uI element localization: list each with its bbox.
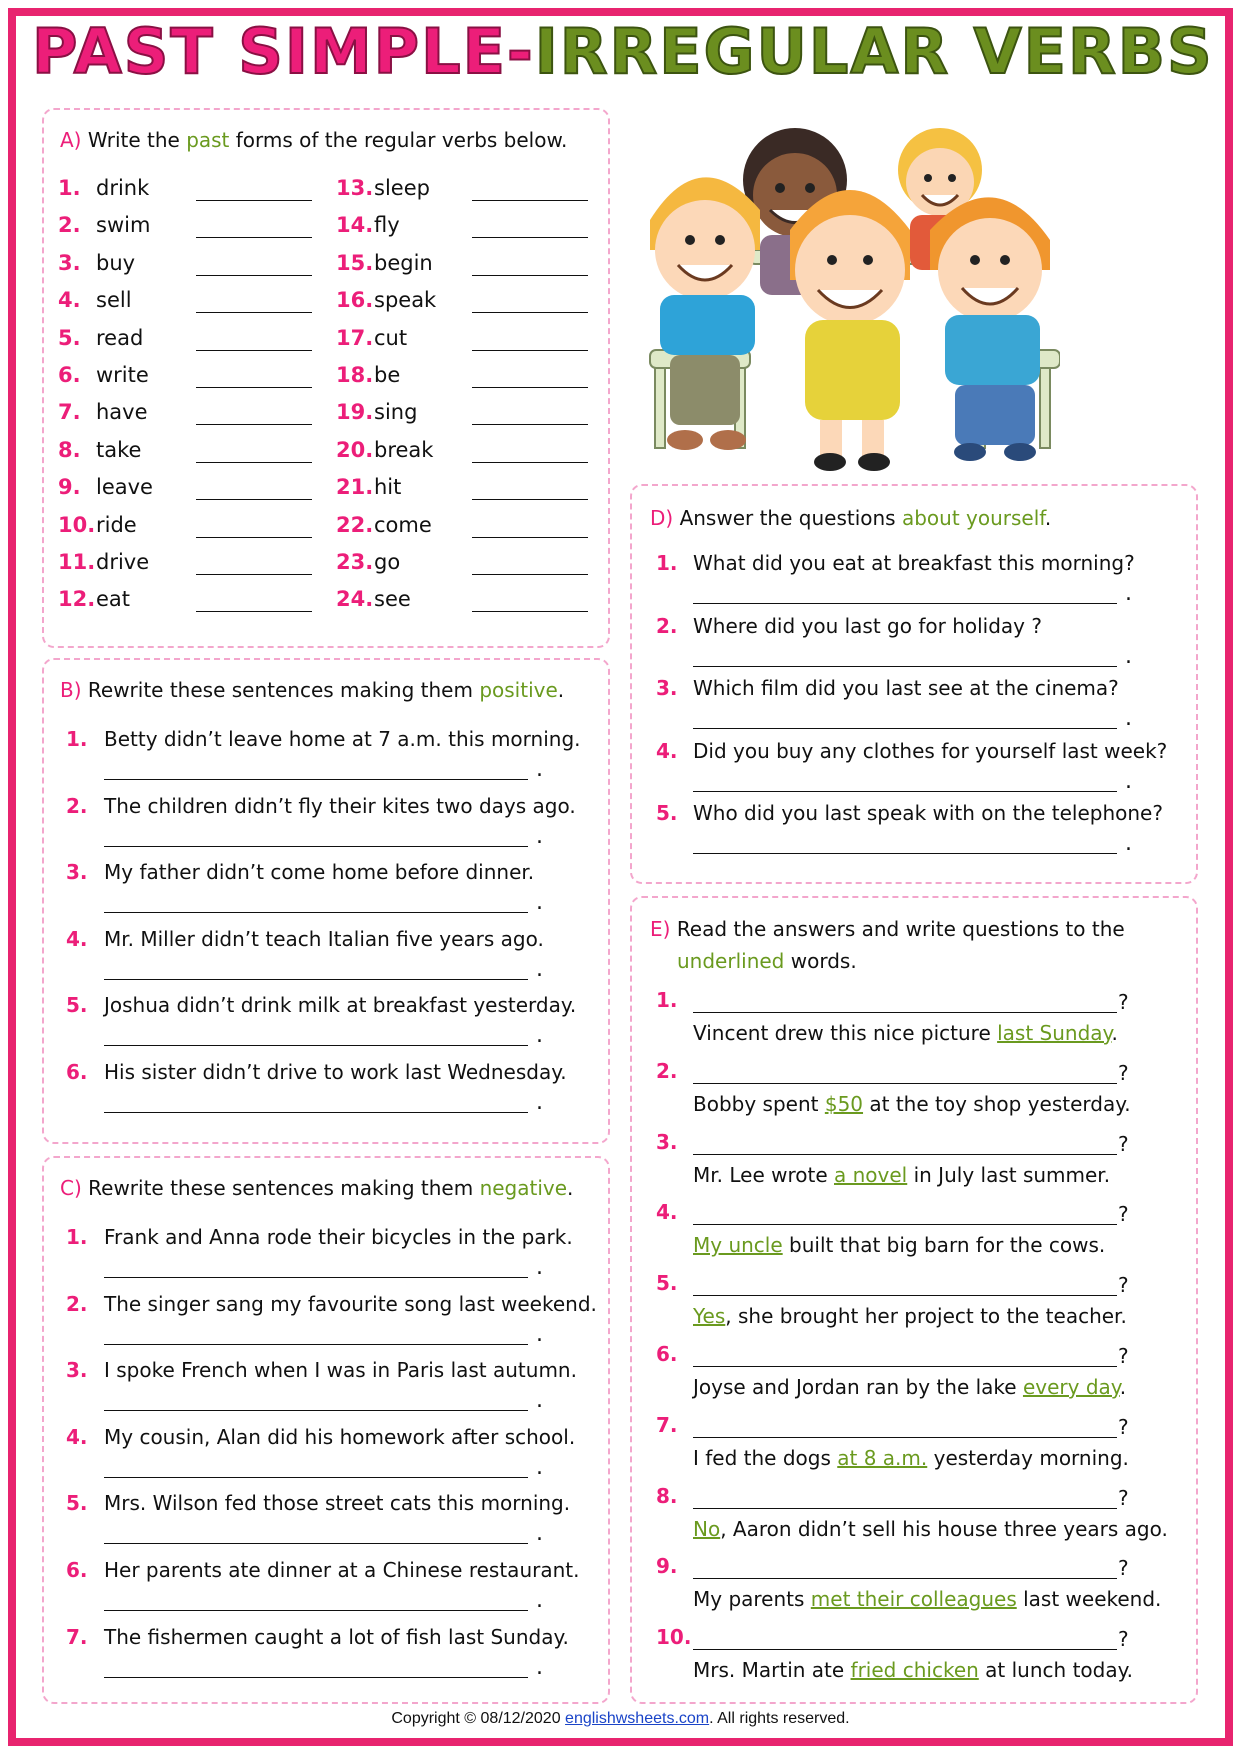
verb-item [336,475,401,499]
sentence-text: Betty didn’t leave home at 7 a.m. this morning. [104,727,581,751]
answer-post: , Aaron didn’t sell his house three years ago. [720,1516,1168,1541]
answer-period: . [536,1090,543,1115]
verb-number: 6. [58,363,81,387]
answer-blank[interactable] [196,387,312,388]
underlined-words: Yes [693,1304,726,1329]
verb-base-form: sing [374,400,418,425]
verb-item [336,438,433,462]
answer-blank[interactable] [472,537,588,538]
verb-item [58,326,143,350]
answer-period: . [1125,706,1132,732]
answer-blank[interactable] [196,537,312,538]
answer-sentence [693,1375,1126,1399]
sentence-number: 1. [66,727,88,751]
footer-copyright [0,1710,1241,1728]
section-c-pre: Rewrite these sentences making them [88,1176,480,1200]
answer-period: . [1125,768,1132,794]
sentence-text: My cousin, Alan did his homework after school. [104,1424,576,1449]
answer-line[interactable] [104,1543,528,1544]
section-e-highlight: underlined [677,949,785,973]
answer-blank[interactable] [196,574,312,575]
verb-item [336,363,400,387]
section-d-pre: Answer the questions [679,506,902,530]
verb-number: 11. [58,550,96,574]
answer-pre: Mr. Lee wrote [693,1162,834,1187]
answer-sentence [693,1092,1131,1116]
number-label: 10. [656,1625,692,1650]
sentence-text: Mrs. Wilson fed those street cats this morning. [104,1491,571,1516]
verb-number: 2. [58,213,81,238]
question-mark: ? [1118,1202,1129,1227]
answer-period: . [536,1588,543,1613]
answer-line[interactable] [104,779,528,780]
answer-blank[interactable] [472,312,588,313]
section-d-highlight: about yourself [901,506,1045,530]
verb-base-form: sleep [374,176,430,200]
sentence-text: Did you buy any clothes for yourself last week? [693,738,1168,763]
verb-item [58,363,149,387]
answer-blank[interactable] [472,499,588,500]
question-mark: ? [1118,990,1129,1014]
verb-base-form: come [374,512,432,537]
answer-blank[interactable] [196,424,312,425]
question-line[interactable] [693,1295,1117,1296]
answer-line[interactable] [693,791,1117,792]
answer-post: . [1111,1021,1118,1045]
question-mark: ? [1118,1131,1129,1156]
answer-period: . [536,1521,543,1547]
verb-item [58,400,148,424]
verb-item [58,213,150,237]
title-part-1: PAST SIMPLE- [32,15,535,88]
answer-period: . [1125,643,1132,669]
answer-blank[interactable] [472,275,588,276]
answer-blank[interactable] [472,424,588,425]
verb-number: 13. [336,176,374,200]
section-a-post: forms of the regular verbs below. [229,128,568,152]
section-c-letter: C) [60,1176,82,1200]
underlined-words: last Sunday [997,1021,1112,1045]
verb-base-form: see [374,587,411,612]
section-d-letter: D) [650,506,674,530]
verb-number: 14. [336,213,374,238]
answer-post: at the toy shop yesterday. [863,1091,1131,1116]
section-e-box [630,896,1198,1704]
underlined-words: My uncle [693,1233,783,1258]
underlined-words: fried chicken [850,1658,979,1683]
verb-base-form: sell [96,288,132,313]
verb-base-form: swim [96,213,151,238]
verb-number: 4. [58,288,81,313]
sentence-number: 4. [66,1424,88,1449]
answer-blank[interactable] [196,350,312,351]
section-a-heading [60,128,567,152]
question-line[interactable] [693,1154,1117,1155]
question-line[interactable] [693,1437,1117,1438]
section-b-heading [60,678,564,702]
verb-base-form: buy [96,250,136,275]
underlined-words: a novel [834,1162,908,1187]
verb-item [58,176,149,200]
verb-item [336,251,433,275]
section-c-heading [60,1176,573,1200]
verb-item [58,587,130,611]
verb-number: 8. [58,437,81,462]
verb-number: 23. [336,550,374,574]
answer-period: . [536,1023,543,1049]
verb-item [336,176,430,200]
question-line[interactable] [693,1224,1117,1225]
number-label: 8. [656,1483,678,1508]
answer-period: . [536,1654,543,1680]
answer-post: in July last summer. [907,1162,1111,1187]
question-line[interactable] [693,1012,1117,1013]
sentence-text: I spoke French when I was in Paris last autumn. [104,1358,577,1383]
sentence-number: 1. [66,1225,88,1249]
verb-item [336,587,411,611]
answer-period: . [536,1388,543,1414]
answer-sentence [693,1163,1110,1187]
section-a-highlight: past [186,128,230,152]
sentence-text: Where did you last go for holiday ? [693,613,1042,638]
sentence-number: 4. [656,738,678,763]
answer-pre: I fed the dogs [693,1445,838,1470]
answer-period: . [1125,831,1132,857]
verb-number: 15. [336,250,374,275]
answer-line[interactable] [104,1045,528,1046]
sentence-number: 3. [66,860,88,885]
question-mark: ? [1118,1344,1129,1368]
section-e-line1: Read the answers and write questions to the [676,917,1125,941]
question-mark: ? [1118,1060,1129,1085]
sentence-text: Frank and Anna rode their bicycles in the park. [104,1225,573,1249]
answer-sentence [693,1517,1168,1541]
verb-base-form: read [96,325,144,350]
answer-period: . [536,1321,543,1347]
sentence-text: My father didn’t come home before dinner. [104,860,535,885]
verb-base-form: leave [96,475,153,500]
verb-number: 24. [336,587,374,612]
answer-blank[interactable] [196,200,312,201]
footer-post: . All rights reserved. [709,1710,850,1727]
answer-sentence [693,1658,1133,1682]
answer-blank[interactable] [472,574,588,575]
verb-base-form: be [374,363,401,387]
answer-post: yesterday morning. [927,1445,1129,1470]
verb-number: 9. [58,475,81,500]
sentence-number: 6. [66,1060,88,1084]
answer-sentence [693,1021,1118,1045]
verb-number: 17. [336,325,374,350]
answer-post: , she brought her project to the teacher. [725,1304,1127,1329]
verb-base-form: break [374,437,434,462]
sentence-text: The singer sang my favourite song last weekend. [104,1291,597,1316]
answer-line[interactable] [104,1344,528,1345]
worksheet-title [32,14,1214,90]
section-b-pre: Rewrite these sentences making them [87,678,480,702]
question-line[interactable] [693,1083,1117,1084]
number-label: 7. [656,1412,678,1437]
question-mark: ? [1118,1273,1129,1298]
verb-base-form: write [96,363,149,387]
section-e-heading-line1 [650,917,1125,941]
answer-sentence [693,1446,1129,1470]
answer-pre: Joyse and Jordan ran by the lake [693,1375,1023,1399]
section-b-highlight: positive [479,678,558,702]
footer-link[interactable]: englishwsheets.com [565,1710,710,1727]
sentence-text: Who did you last speak with on the telephone? [693,801,1163,826]
verb-item [336,513,432,537]
question-mark: ? [1118,1485,1129,1510]
underlined-words: $50 [824,1091,864,1116]
verb-item [336,288,436,312]
question-line[interactable] [693,1366,1117,1367]
number-label: 6. [656,1342,678,1366]
answer-blank[interactable] [472,200,588,201]
verb-number: 16. [336,288,374,313]
answer-pre: Vincent drew this nice picture [693,1021,998,1045]
answer-line[interactable] [104,1277,528,1278]
answer-blank[interactable] [196,462,312,463]
section-c-post: . [567,1176,574,1200]
section-e-line2-post: words. [784,949,857,973]
question-line[interactable] [693,1578,1117,1579]
number-label: 5. [656,1271,678,1296]
section-e-heading-line2 [677,949,857,973]
answer-line[interactable] [104,1477,528,1478]
question-mark: ? [1118,1627,1129,1652]
sentence-text: His sister didn’t drive to work last Wednesday. [104,1060,567,1084]
answer-sentence [693,1233,1105,1257]
answer-line[interactable] [693,853,1117,854]
underlined-words: at 8 a.m. [837,1445,928,1470]
answer-period: . [536,757,543,782]
section-c-highlight: negative [479,1176,568,1200]
answer-line[interactable] [104,846,528,847]
answer-blank[interactable] [472,462,588,463]
number-label: 2. [656,1058,678,1083]
section-d-post: . [1044,506,1052,530]
verb-number: 12. [58,587,96,612]
verb-number: 21. [336,475,374,500]
verb-base-form: eat [96,587,131,612]
sentence-number: 2. [656,613,678,638]
section-b-post: . [557,678,565,702]
verb-base-form: ride [96,512,137,537]
verb-number: 1. [58,176,81,200]
children-illustration [640,100,1060,480]
answer-line[interactable] [104,912,528,913]
verb-item [58,438,141,462]
question-mark: ? [1118,1414,1129,1439]
answer-blank[interactable] [196,237,312,238]
sentence-number: 5. [66,993,88,1018]
verb-item [58,288,132,312]
section-a-pre: Write the [87,128,187,152]
verb-base-form: begin [374,250,433,275]
verb-base-form: speak [374,288,437,313]
verb-item [336,213,400,237]
number-label: 3. [656,1129,678,1154]
sentence-number: 6. [66,1558,88,1582]
underlined-words: met their colleagues [810,1587,1017,1612]
sentence-number: 5. [66,1491,88,1516]
verb-base-form: fly [374,213,400,238]
verb-item [58,475,153,499]
section-e-letter: E) [650,917,671,941]
sentence-number: 2. [66,793,88,818]
verb-base-form: have [96,400,148,425]
answer-line[interactable] [104,1410,528,1411]
section-b-letter: B) [60,678,82,702]
sentence-text: Joshua didn’t drink milk at breakfast yesterday. [104,993,577,1018]
sentence-number: 3. [66,1358,88,1383]
sentence-text: What did you eat at breakfast this morning? [693,551,1135,575]
answer-period: . [536,1255,543,1280]
sentence-number: 1. [656,551,678,575]
answer-period: . [1125,581,1132,606]
answer-line[interactable] [104,1112,528,1113]
verb-item [58,550,149,574]
number-label: 1. [656,988,678,1012]
verb-base-form: go [374,550,401,574]
answer-line[interactable] [693,603,1117,604]
answer-line[interactable] [104,1610,528,1611]
answer-blank[interactable] [472,350,588,351]
underlined-words: every day [1022,1375,1120,1399]
sentence-text: Her parents ate dinner at a Chinese restaurant. [104,1558,580,1582]
sentence-text: The children didn’t fly their kites two days ago. [104,793,576,818]
title-part-2: IRREGULAR VERBS [534,15,1214,88]
answer-pre: Mrs. Martin ate [693,1658,851,1683]
sentence-text: Mr. Miller didn’t teach Italian five years ago. [104,926,544,951]
answer-period: . [536,823,543,849]
answer-period: . [536,1454,543,1480]
answer-line[interactable] [104,1677,528,1678]
answer-sentence [693,1587,1161,1611]
answer-blank[interactable] [472,387,588,388]
question-line[interactable] [693,1508,1117,1509]
answer-blank[interactable] [196,275,312,276]
verb-number: 3. [58,250,81,275]
answer-post: last weekend. [1016,1587,1162,1612]
answer-line[interactable] [104,979,528,980]
answer-period: . [536,890,543,916]
number-label: 9. [656,1554,678,1579]
sentence-text: Which film did you last see at the cinema? [693,676,1119,701]
underlined-words: No [693,1516,721,1541]
answer-blank[interactable] [196,611,312,612]
sentence-number: 4. [66,926,88,951]
footer-pre: Copyright © 08/12/2020 [391,1710,566,1727]
verb-item [336,326,407,350]
verb-base-form: take [96,437,142,462]
question-line[interactable] [693,1649,1117,1650]
verb-number: 19. [336,400,374,425]
sentence-number: 7. [66,1624,88,1649]
answer-period: . [536,956,543,982]
answer-post: . [1119,1375,1127,1399]
sentence-number: 3. [656,676,678,701]
verb-item [336,400,417,424]
answer-line[interactable] [693,666,1117,667]
answer-blank[interactable] [196,499,312,500]
verb-item [58,251,135,275]
answer-blank[interactable] [472,611,588,612]
verb-number: 20. [336,437,374,462]
verb-base-form: cut [374,325,408,350]
verb-item [58,513,137,537]
verb-number: 18. [336,363,374,387]
number-label: 4. [656,1200,678,1225]
section-d-heading [650,506,1051,530]
sentence-number: 5. [656,801,678,826]
verb-number: 5. [58,325,81,350]
verb-base-form: drink [96,176,150,200]
verb-number: 22. [336,512,374,537]
verb-base-form: drive [96,550,150,574]
answer-post: built that big barn for the cows. [782,1233,1106,1258]
answer-line[interactable] [693,728,1117,729]
answer-sentence [693,1304,1127,1328]
verb-base-form: hit [374,475,402,500]
verb-number: 10. [58,512,96,537]
answer-post: at lunch today. [978,1658,1133,1683]
answer-blank[interactable] [472,237,588,238]
question-mark: ? [1118,1556,1129,1581]
verb-number: 7. [58,400,81,425]
sentence-text: The fishermen caught a lot of fish last Sunday. [104,1624,569,1649]
answer-pre: My parents [693,1587,811,1612]
answer-pre: Bobby spent [693,1091,825,1116]
section-a-letter: A) [60,128,82,152]
verb-item [336,550,400,574]
answer-blank[interactable] [196,312,312,313]
sentence-number: 2. [66,1291,88,1316]
